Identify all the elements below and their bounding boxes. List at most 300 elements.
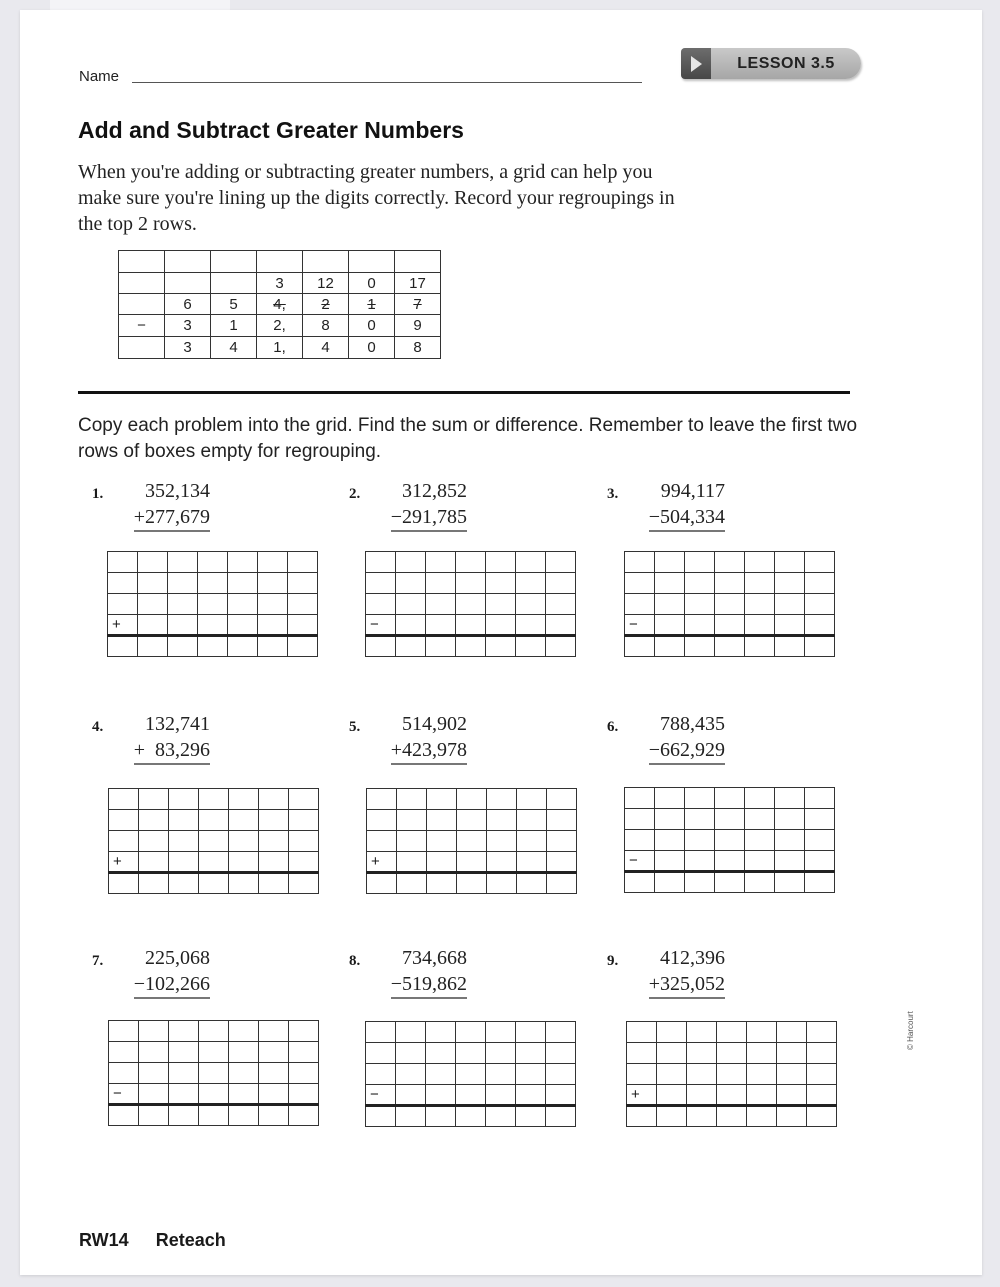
answer-cell[interactable] — [456, 636, 486, 657]
answer-cell[interactable] — [685, 788, 715, 809]
answer-cell[interactable] — [487, 852, 517, 873]
answer-cell[interactable] — [546, 1064, 576, 1085]
answer-cell[interactable] — [747, 1022, 777, 1043]
answer-cell[interactable] — [366, 573, 396, 594]
answer-cell[interactable] — [426, 615, 456, 636]
answer-cell[interactable] — [546, 594, 576, 615]
answer-cell[interactable] — [198, 594, 228, 615]
answer-cell[interactable] — [655, 573, 685, 594]
answer-cell[interactable] — [169, 831, 199, 852]
answer-cell[interactable] — [657, 1043, 687, 1064]
answer-cell[interactable] — [366, 552, 396, 573]
answer-cell[interactable] — [229, 831, 259, 852]
answer-cell[interactable] — [199, 1042, 229, 1063]
answer-cell[interactable] — [366, 636, 396, 657]
answer-cell[interactable] — [169, 852, 199, 873]
answer-cell[interactable] — [396, 1085, 426, 1106]
answer-cell[interactable] — [109, 1021, 139, 1042]
answer-cell[interactable] — [657, 1106, 687, 1127]
answer-cell[interactable] — [289, 1021, 319, 1042]
answer-cell[interactable] — [367, 873, 397, 894]
answer-cell[interactable] — [715, 573, 745, 594]
answer-cell[interactable] — [487, 789, 517, 810]
answer-grid-1[interactable] — [107, 551, 318, 657]
answer-cell[interactable] — [775, 872, 805, 893]
answer-cell[interactable] — [805, 552, 835, 573]
answer-cell[interactable] — [547, 852, 577, 873]
answer-cell[interactable] — [715, 872, 745, 893]
answer-cell[interactable] — [655, 636, 685, 657]
answer-cell[interactable] — [168, 573, 198, 594]
answer-cell[interactable] — [258, 615, 288, 636]
answer-cell[interactable] — [805, 809, 835, 830]
answer-cell[interactable] — [717, 1106, 747, 1127]
answer-grid-9[interactable] — [626, 1021, 837, 1127]
answer-cell[interactable] — [745, 830, 775, 851]
answer-cell[interactable] — [169, 873, 199, 894]
answer-cell[interactable] — [516, 1064, 546, 1085]
answer-cell[interactable] — [168, 615, 198, 636]
answer-cell[interactable] — [289, 873, 319, 894]
answer-cell[interactable] — [775, 636, 805, 657]
answer-cell[interactable] — [366, 1022, 396, 1043]
answer-grid-7[interactable] — [108, 1020, 319, 1126]
answer-grid-4[interactable] — [108, 788, 319, 894]
answer-cell[interactable] — [109, 1063, 139, 1084]
answer-cell[interactable] — [139, 1042, 169, 1063]
answer-cell[interactable] — [457, 789, 487, 810]
answer-cell[interactable] — [427, 810, 457, 831]
answer-cell[interactable] — [715, 809, 745, 830]
answer-cell[interactable] — [198, 636, 228, 657]
answer-cell[interactable] — [517, 810, 547, 831]
answer-cell[interactable] — [547, 831, 577, 852]
answer-cell[interactable] — [747, 1106, 777, 1127]
answer-cell[interactable] — [625, 830, 655, 851]
answer-cell[interactable] — [457, 873, 487, 894]
answer-cell[interactable] — [139, 1105, 169, 1126]
answer-cell[interactable] — [427, 789, 457, 810]
answer-cell[interactable] — [426, 594, 456, 615]
answer-cell[interactable] — [687, 1022, 717, 1043]
answer-cell[interactable] — [199, 1084, 229, 1105]
answer-cell[interactable] — [108, 552, 138, 573]
answer-cell[interactable] — [655, 615, 685, 636]
answer-cell[interactable] — [805, 636, 835, 657]
answer-cell[interactable] — [427, 873, 457, 894]
answer-cell[interactable] — [168, 594, 198, 615]
answer-cell[interactable] — [426, 1043, 456, 1064]
answer-cell[interactable] — [139, 810, 169, 831]
answer-cell[interactable] — [229, 852, 259, 873]
answer-cell[interactable] — [138, 615, 168, 636]
answer-cell[interactable] — [456, 1064, 486, 1085]
answer-cell[interactable] — [745, 636, 775, 657]
answer-cell[interactable] — [168, 636, 198, 657]
answer-cell[interactable] — [289, 789, 319, 810]
answer-cell[interactable] — [229, 1063, 259, 1084]
answer-cell[interactable] — [486, 1022, 516, 1043]
answer-cell[interactable] — [627, 1106, 657, 1127]
answer-cell[interactable] — [546, 1043, 576, 1064]
answer-cell[interactable] — [229, 1105, 259, 1126]
answer-cell[interactable] — [426, 1064, 456, 1085]
answer-cell[interactable] — [655, 788, 685, 809]
answer-cell[interactable] — [687, 1064, 717, 1085]
answer-cell[interactable] — [657, 1022, 687, 1043]
answer-cell[interactable] — [655, 594, 685, 615]
answer-cell[interactable] — [228, 636, 258, 657]
answer-cell[interactable] — [138, 594, 168, 615]
answer-cell[interactable] — [139, 1084, 169, 1105]
answer-cell[interactable] — [517, 831, 547, 852]
answer-cell[interactable] — [655, 552, 685, 573]
answer-cell[interactable] — [486, 1043, 516, 1064]
answer-cell[interactable] — [486, 1085, 516, 1106]
answer-cell[interactable] — [745, 615, 775, 636]
answer-cell[interactable] — [259, 1021, 289, 1042]
answer-cell[interactable] — [108, 594, 138, 615]
answer-cell[interactable] — [198, 552, 228, 573]
answer-cell[interactable] — [777, 1085, 807, 1106]
answer-cell[interactable] — [139, 852, 169, 873]
answer-cell[interactable] — [139, 873, 169, 894]
answer-cell[interactable] — [427, 831, 457, 852]
answer-cell[interactable] — [775, 830, 805, 851]
answer-cell[interactable] — [627, 1043, 657, 1064]
answer-cell[interactable] — [426, 636, 456, 657]
answer-cell[interactable] — [109, 1105, 139, 1126]
answer-cell[interactable] — [229, 789, 259, 810]
answer-cell[interactable] — [367, 810, 397, 831]
answer-cell[interactable] — [259, 1084, 289, 1105]
answer-cell[interactable] — [169, 789, 199, 810]
answer-cell[interactable] — [397, 852, 427, 873]
answer-cell[interactable] — [777, 1106, 807, 1127]
answer-cell[interactable] — [805, 594, 835, 615]
answer-cell[interactable] — [486, 594, 516, 615]
answer-cell[interactable] — [258, 594, 288, 615]
answer-cell[interactable] — [199, 789, 229, 810]
answer-cell[interactable] — [685, 573, 715, 594]
answer-cell[interactable] — [775, 851, 805, 872]
answer-cell[interactable] — [109, 810, 139, 831]
answer-cell[interactable] — [687, 1043, 717, 1064]
answer-cell[interactable] — [139, 1063, 169, 1084]
answer-cell[interactable] — [546, 1106, 576, 1127]
answer-cell[interactable] — [397, 873, 427, 894]
answer-cell[interactable] — [288, 552, 318, 573]
answer-cell[interactable] — [109, 789, 139, 810]
answer-cell[interactable] — [108, 573, 138, 594]
answer-cell[interactable] — [655, 809, 685, 830]
answer-cell[interactable] — [687, 1106, 717, 1127]
answer-cell[interactable] — [625, 594, 655, 615]
answer-cell[interactable] — [259, 789, 289, 810]
answer-cell[interactable] — [168, 552, 198, 573]
answer-cell[interactable] — [169, 1063, 199, 1084]
answer-cell[interactable] — [397, 810, 427, 831]
answer-cell[interactable] — [715, 830, 745, 851]
answer-cell[interactable] — [807, 1085, 837, 1106]
answer-cell[interactable] — [258, 636, 288, 657]
answer-cell[interactable] — [397, 831, 427, 852]
answer-cell[interactable] — [289, 810, 319, 831]
answer-cell[interactable] — [775, 552, 805, 573]
answer-cell[interactable] — [807, 1022, 837, 1043]
answer-cell[interactable] — [169, 1042, 199, 1063]
answer-cell[interactable] — [456, 1022, 486, 1043]
answer-cell[interactable] — [228, 573, 258, 594]
answer-cell[interactable] — [745, 594, 775, 615]
answer-cell[interactable] — [486, 1106, 516, 1127]
answer-cell[interactable] — [745, 552, 775, 573]
answer-cell[interactable] — [228, 552, 258, 573]
answer-cell[interactable] — [685, 636, 715, 657]
answer-cell[interactable] — [139, 789, 169, 810]
answer-cell[interactable] — [805, 573, 835, 594]
answer-cell[interactable] — [396, 1022, 426, 1043]
answer-cell[interactable] — [139, 831, 169, 852]
answer-grid-5[interactable] — [366, 788, 577, 894]
answer-cell[interactable] — [289, 1084, 319, 1105]
answer-cell[interactable] — [685, 615, 715, 636]
answer-cell[interactable] — [517, 852, 547, 873]
answer-cell[interactable] — [745, 809, 775, 830]
answer-cell[interactable] — [625, 552, 655, 573]
answer-cell[interactable] — [486, 573, 516, 594]
answer-cell[interactable] — [457, 831, 487, 852]
answer-cell[interactable] — [259, 810, 289, 831]
answer-cell[interactable] — [547, 789, 577, 810]
answer-cell[interactable] — [487, 831, 517, 852]
answer-cell[interactable] — [717, 1085, 747, 1106]
answer-cell[interactable] — [687, 1085, 717, 1106]
answer-cell[interactable] — [228, 594, 258, 615]
answer-cell[interactable] — [747, 1085, 777, 1106]
answer-cell[interactable] — [715, 552, 745, 573]
answer-cell[interactable] — [109, 873, 139, 894]
answer-cell[interactable] — [199, 1063, 229, 1084]
answer-cell[interactable] — [487, 810, 517, 831]
answer-cell[interactable] — [745, 788, 775, 809]
answer-cell[interactable] — [775, 615, 805, 636]
answer-cell[interactable] — [108, 636, 138, 657]
answer-cell[interactable] — [396, 594, 426, 615]
answer-cell[interactable] — [655, 851, 685, 872]
answer-cell[interactable] — [546, 1022, 576, 1043]
answer-cell[interactable] — [169, 1021, 199, 1042]
answer-cell[interactable] — [397, 789, 427, 810]
answer-cell[interactable] — [289, 831, 319, 852]
answer-cell[interactable] — [775, 788, 805, 809]
answer-cell[interactable] — [516, 1106, 546, 1127]
answer-cell[interactable] — [456, 573, 486, 594]
answer-cell[interactable] — [516, 1085, 546, 1106]
answer-cell[interactable] — [625, 573, 655, 594]
answer-cell[interactable] — [775, 594, 805, 615]
answer-cell[interactable] — [396, 1064, 426, 1085]
answer-cell[interactable] — [288, 594, 318, 615]
answer-cell[interactable] — [199, 810, 229, 831]
answer-cell[interactable] — [229, 1042, 259, 1063]
answer-cell[interactable] — [259, 1105, 289, 1126]
answer-cell[interactable] — [366, 1064, 396, 1085]
answer-cell[interactable] — [367, 789, 397, 810]
answer-cell[interactable] — [426, 1085, 456, 1106]
answer-cell[interactable] — [457, 852, 487, 873]
answer-cell[interactable] — [426, 1022, 456, 1043]
answer-cell[interactable] — [657, 1085, 687, 1106]
answer-cell[interactable] — [259, 831, 289, 852]
answer-cell[interactable] — [486, 636, 516, 657]
answer-cell[interactable] — [745, 872, 775, 893]
answer-cell[interactable] — [288, 636, 318, 657]
answer-cell[interactable] — [109, 831, 139, 852]
answer-cell[interactable] — [138, 636, 168, 657]
answer-cell[interactable] — [547, 810, 577, 831]
name-input-line[interactable] — [132, 82, 642, 83]
answer-cell[interactable] — [715, 636, 745, 657]
answer-cell[interactable] — [396, 573, 426, 594]
answer-cell[interactable] — [456, 615, 486, 636]
answer-cell[interactable] — [198, 573, 228, 594]
answer-cell[interactable] — [396, 552, 426, 573]
answer-cell[interactable] — [138, 573, 168, 594]
answer-cell[interactable] — [546, 615, 576, 636]
answer-cell[interactable] — [546, 636, 576, 657]
answer-cell[interactable] — [805, 615, 835, 636]
answer-cell[interactable] — [627, 1022, 657, 1043]
answer-cell[interactable] — [715, 851, 745, 872]
answer-cell[interactable] — [487, 873, 517, 894]
answer-cell[interactable] — [456, 594, 486, 615]
answer-cell[interactable] — [516, 1022, 546, 1043]
answer-cell[interactable] — [139, 1021, 169, 1042]
answer-cell[interactable] — [777, 1043, 807, 1064]
answer-cell[interactable] — [289, 852, 319, 873]
answer-cell[interactable] — [745, 851, 775, 872]
answer-cell[interactable] — [229, 873, 259, 894]
answer-cell[interactable] — [747, 1043, 777, 1064]
answer-cell[interactable] — [198, 615, 228, 636]
answer-cell[interactable] — [259, 873, 289, 894]
answer-cell[interactable] — [289, 1105, 319, 1126]
answer-cell[interactable] — [625, 788, 655, 809]
answer-cell[interactable] — [229, 1084, 259, 1105]
answer-cell[interactable] — [288, 615, 318, 636]
answer-cell[interactable] — [199, 1105, 229, 1126]
answer-cell[interactable] — [486, 615, 516, 636]
answer-cell[interactable] — [426, 552, 456, 573]
answer-cell[interactable] — [259, 1063, 289, 1084]
answer-cell[interactable] — [516, 594, 546, 615]
answer-cell[interactable] — [546, 1085, 576, 1106]
answer-cell[interactable] — [777, 1064, 807, 1085]
answer-cell[interactable] — [396, 1106, 426, 1127]
answer-cell[interactable] — [258, 552, 288, 573]
answer-cell[interactable] — [516, 552, 546, 573]
answer-cell[interactable] — [199, 831, 229, 852]
answer-cell[interactable] — [625, 809, 655, 830]
answer-cell[interactable] — [685, 872, 715, 893]
answer-cell[interactable] — [655, 872, 685, 893]
answer-cell[interactable] — [625, 636, 655, 657]
answer-grid-8[interactable] — [365, 1021, 576, 1127]
answer-cell[interactable] — [715, 594, 745, 615]
answer-cell[interactable] — [228, 615, 258, 636]
answer-cell[interactable] — [805, 872, 835, 893]
answer-cell[interactable] — [807, 1043, 837, 1064]
answer-cell[interactable] — [366, 1043, 396, 1064]
answer-cell[interactable] — [777, 1022, 807, 1043]
answer-cell[interactable] — [199, 873, 229, 894]
answer-cell[interactable] — [775, 573, 805, 594]
answer-cell[interactable] — [745, 573, 775, 594]
answer-cell[interactable] — [396, 615, 426, 636]
answer-cell[interactable] — [427, 852, 457, 873]
answer-cell[interactable] — [259, 1042, 289, 1063]
answer-cell[interactable] — [229, 810, 259, 831]
answer-cell[interactable] — [396, 1043, 426, 1064]
answer-grid-3[interactable] — [624, 551, 835, 657]
answer-cell[interactable] — [486, 1064, 516, 1085]
answer-cell[interactable] — [685, 809, 715, 830]
answer-cell[interactable] — [807, 1064, 837, 1085]
answer-cell[interactable] — [717, 1064, 747, 1085]
answer-cell[interactable] — [717, 1022, 747, 1043]
answer-cell[interactable] — [366, 1106, 396, 1127]
answer-cell[interactable] — [516, 573, 546, 594]
answer-cell[interactable] — [258, 573, 288, 594]
answer-cell[interactable] — [486, 552, 516, 573]
answer-cell[interactable] — [547, 873, 577, 894]
answer-cell[interactable] — [456, 1043, 486, 1064]
answer-cell[interactable] — [457, 810, 487, 831]
answer-cell[interactable] — [627, 1064, 657, 1085]
answer-cell[interactable] — [169, 1084, 199, 1105]
answer-cell[interactable] — [805, 830, 835, 851]
answer-cell[interactable] — [657, 1064, 687, 1085]
answer-cell[interactable] — [289, 1063, 319, 1084]
answer-cell[interactable] — [366, 594, 396, 615]
answer-cell[interactable] — [685, 594, 715, 615]
answer-cell[interactable] — [229, 1021, 259, 1042]
answer-cell[interactable] — [169, 1105, 199, 1126]
answer-cell[interactable] — [805, 851, 835, 872]
answer-cell[interactable] — [546, 573, 576, 594]
answer-cell[interactable] — [109, 1042, 139, 1063]
answer-cell[interactable] — [805, 788, 835, 809]
answer-grid-6[interactable] — [624, 787, 835, 893]
answer-cell[interactable] — [396, 636, 426, 657]
answer-cell[interactable] — [685, 830, 715, 851]
answer-cell[interactable] — [138, 552, 168, 573]
answer-cell[interactable] — [517, 789, 547, 810]
answer-cell[interactable] — [367, 831, 397, 852]
answer-cell[interactable] — [715, 788, 745, 809]
answer-cell[interactable] — [625, 872, 655, 893]
answer-cell[interactable] — [259, 852, 289, 873]
answer-cell[interactable] — [426, 573, 456, 594]
answer-cell[interactable] — [516, 636, 546, 657]
answer-cell[interactable] — [426, 1106, 456, 1127]
answer-cell[interactable] — [516, 1043, 546, 1064]
answer-cell[interactable] — [517, 873, 547, 894]
answer-cell[interactable] — [685, 851, 715, 872]
answer-cell[interactable] — [289, 1042, 319, 1063]
answer-cell[interactable] — [199, 852, 229, 873]
